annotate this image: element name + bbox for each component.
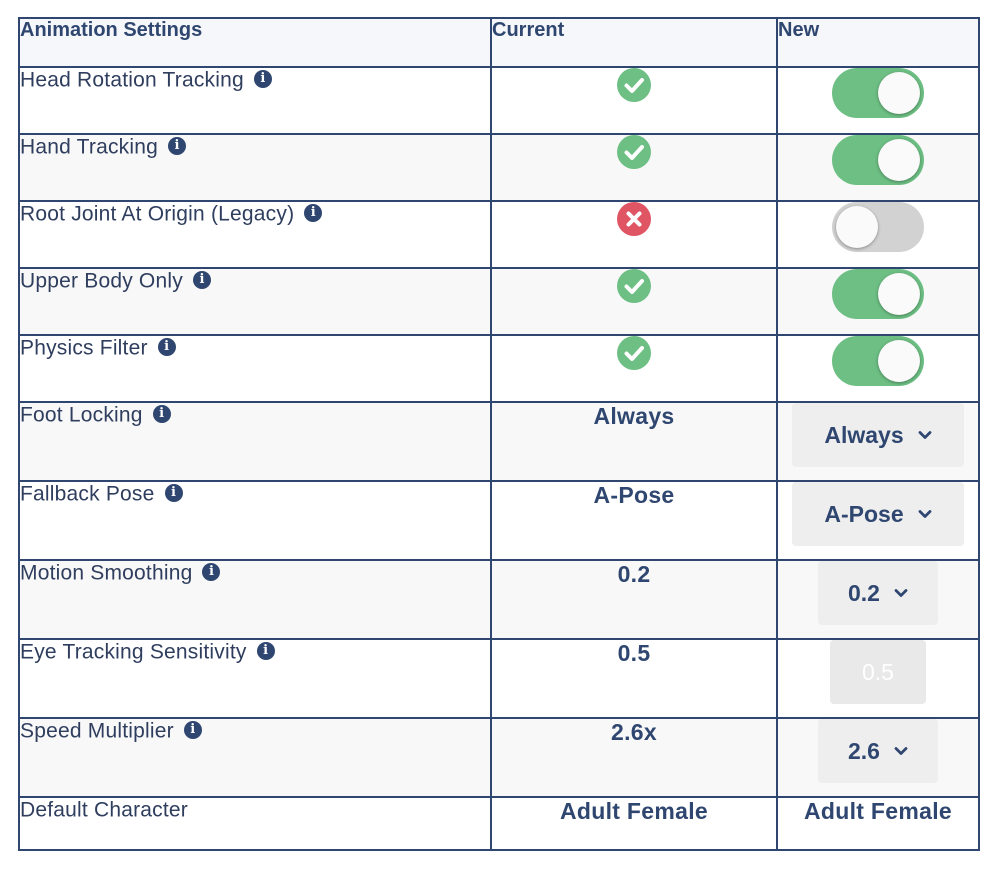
info-icon[interactable]: i	[202, 563, 220, 581]
chevron-down-icon	[894, 588, 908, 598]
row-default-character	[19, 797, 979, 850]
dropdown-value: 2.6	[848, 737, 880, 764]
current-value: 0.2	[617, 561, 651, 587]
info-icon[interactable]: i	[304, 204, 322, 222]
current-value-cell	[491, 268, 777, 335]
new-value-cell	[777, 67, 979, 134]
motion-smoothing-dropdown[interactable]	[818, 561, 938, 625]
row-fallback-pose	[19, 481, 979, 560]
setting-label-cell	[19, 797, 491, 850]
x-circle-icon	[617, 202, 651, 236]
hand-tracking-toggle[interactable]	[832, 135, 924, 185]
setting-label-cell	[19, 134, 491, 201]
current-value: 0.5	[617, 640, 651, 666]
physics-filter-toggle[interactable]	[832, 336, 924, 386]
new-value-cell	[777, 797, 979, 850]
new-value-cell	[777, 335, 979, 402]
current-value-cell	[491, 134, 777, 201]
setting-label: Hand Tracking	[20, 135, 159, 159]
current-value-cell	[491, 335, 777, 402]
info-icon[interactable]: i	[165, 484, 183, 502]
current-value: Adult Female	[559, 798, 708, 824]
table-header-row	[19, 18, 979, 67]
new-value: Adult Female	[803, 798, 952, 824]
setting-label: Eye Tracking Sensitivity	[20, 640, 247, 664]
info-icon[interactable]: i	[158, 338, 176, 356]
chevron-down-icon	[894, 746, 908, 756]
new-value-cell	[777, 268, 979, 335]
new-value-cell	[777, 201, 979, 268]
setting-label-cell	[19, 560, 491, 639]
setting-label: Physics Filter	[20, 336, 148, 360]
info-icon[interactable]: i	[153, 405, 171, 423]
check-circle-icon	[617, 135, 651, 169]
setting-label: Fallback Pose	[20, 482, 155, 506]
current-value-cell	[491, 797, 777, 850]
setting-label: Speed Multiplier	[20, 719, 174, 743]
current-value-cell	[491, 201, 777, 268]
eye-tracking-sensitivity-input-disabled: 0.5	[830, 640, 926, 704]
setting-label: Head Rotation Tracking	[20, 68, 244, 92]
current-value-cell	[491, 718, 777, 797]
head-rotation-tracking-toggle[interactable]	[832, 68, 924, 118]
row-root-joint-at-origin	[19, 201, 979, 268]
setting-label-cell	[19, 201, 491, 268]
check-circle-icon	[617, 336, 651, 370]
current-value-cell	[491, 402, 777, 481]
toggle-knob	[836, 206, 878, 248]
header-new: New	[777, 18, 979, 67]
header-current: Current	[491, 18, 777, 67]
setting-label: Upper Body Only	[20, 269, 183, 293]
setting-label: Foot Locking	[20, 403, 143, 427]
toggle-knob	[878, 340, 920, 382]
foot-locking-dropdown[interactable]	[792, 403, 964, 467]
speed-multiplier-dropdown[interactable]	[818, 719, 938, 783]
root-joint-at-origin-toggle[interactable]	[832, 202, 924, 252]
toggle-knob	[878, 139, 920, 181]
header-animation-settings: Animation Settings	[19, 18, 491, 67]
new-value-cell	[777, 402, 979, 481]
info-icon[interactable]: i	[184, 721, 202, 739]
current-value: 2.6x	[611, 719, 657, 745]
info-icon[interactable]: i	[254, 70, 272, 88]
check-circle-icon	[617, 68, 651, 102]
animation-settings-table	[18, 17, 980, 851]
row-head-rotation-tracking	[19, 67, 979, 134]
setting-label-cell	[19, 481, 491, 560]
new-value-cell	[777, 134, 979, 201]
current-value: A-Pose	[593, 482, 675, 508]
setting-label: Root Joint At Origin (Legacy)	[20, 202, 295, 226]
info-icon[interactable]: i	[168, 137, 186, 155]
dropdown-value: 0.2	[848, 579, 880, 606]
row-eye-tracking-sensitivity	[19, 639, 979, 718]
current-value-cell	[491, 639, 777, 718]
upper-body-only-toggle[interactable]	[832, 269, 924, 319]
check-circle-icon	[617, 269, 651, 303]
setting-label: Motion Smoothing	[20, 561, 193, 585]
setting-label-cell	[19, 639, 491, 718]
current-value: Always	[593, 403, 675, 429]
new-value-cell	[777, 481, 979, 560]
current-value-cell	[491, 67, 777, 134]
row-upper-body-only	[19, 268, 979, 335]
row-motion-smoothing	[19, 560, 979, 639]
row-speed-multiplier	[19, 718, 979, 797]
current-value-cell	[491, 481, 777, 560]
toggle-knob	[878, 72, 920, 114]
new-value-cell	[777, 560, 979, 639]
chevron-down-icon	[918, 509, 932, 519]
row-hand-tracking	[19, 134, 979, 201]
setting-label-cell	[19, 718, 491, 797]
info-icon[interactable]: i	[193, 271, 211, 289]
chevron-down-icon	[918, 430, 932, 440]
row-foot-locking	[19, 402, 979, 481]
info-icon[interactable]: i	[257, 642, 275, 660]
new-value-cell	[777, 639, 979, 718]
fallback-pose-dropdown[interactable]	[792, 482, 964, 546]
new-value-cell	[777, 718, 979, 797]
dropdown-value: A-Pose	[824, 500, 904, 527]
toggle-knob	[878, 273, 920, 315]
dropdown-value: Always	[824, 421, 904, 448]
setting-label-cell	[19, 402, 491, 481]
setting-label-cell	[19, 268, 491, 335]
setting-label: Default Character	[20, 798, 188, 822]
setting-label-cell	[19, 67, 491, 134]
setting-label-cell	[19, 335, 491, 402]
current-value-cell	[491, 560, 777, 639]
row-physics-filter	[19, 335, 979, 402]
